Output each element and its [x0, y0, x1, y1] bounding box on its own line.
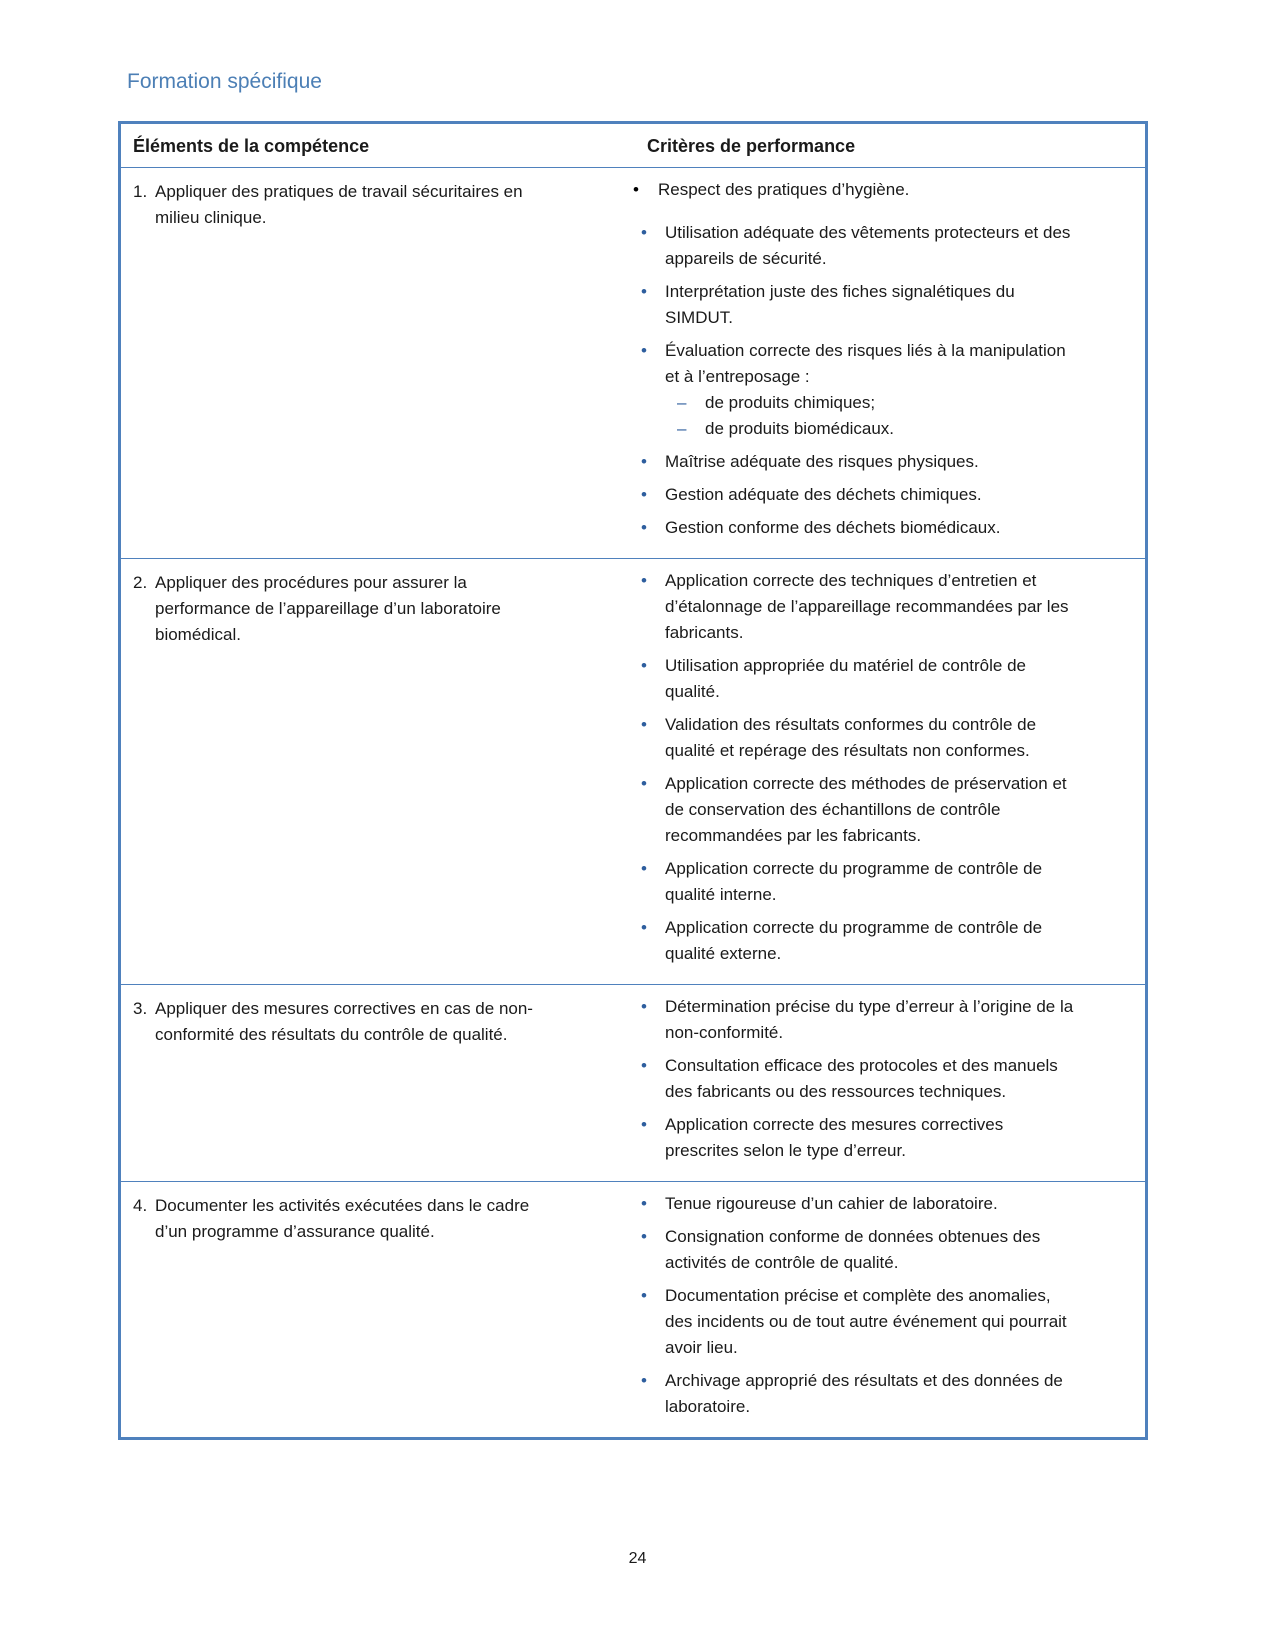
criteria-text: Validation des résultats conformes du contrôle de qualité et repérage des résultats non conformes.	[665, 715, 1037, 760]
element-number: 3.	[133, 999, 148, 1018]
competence-table	[118, 121, 1148, 1440]
element-text: Appliquer des procédures pour assurer la performance de l’appareillage d’un laboratoire biomédical.	[155, 573, 501, 644]
criteria-item	[623, 1224, 1075, 1276]
bullet-icon: •	[641, 1371, 647, 1390]
table-row	[121, 984, 1145, 1181]
criteria-item	[623, 177, 1075, 203]
criteria-text: Évaluation correcte des risques liés à la manipulation et à l’entreposage :	[665, 341, 1066, 386]
criteria-text: Consignation conforme de données obtenues des activités de contrôle de qualité.	[665, 1227, 1041, 1272]
criteria-cell	[623, 559, 1145, 984]
bullet-icon: •	[641, 774, 647, 793]
criteria-cell	[623, 985, 1145, 1181]
bullet-icon: •	[641, 1286, 647, 1305]
table-header-row	[121, 124, 1145, 168]
criteria-item	[623, 279, 1075, 331]
criteria-text: Respect des pratiques d’hygiène.	[658, 180, 910, 199]
criteria-text: Documentation précise et complète des anomalies, des incidents ou de tout autre événement qui pourrait avoir lieu.	[665, 1286, 1067, 1357]
criteria-text: Utilisation adéquate des vêtements protecteurs et des appareils de sécurité.	[665, 223, 1071, 268]
bullet-icon: •	[641, 1056, 647, 1075]
column-header-elements: Éléments de la compétence	[133, 136, 370, 156]
criteria-item	[623, 220, 1075, 272]
criteria-item	[623, 856, 1075, 908]
element-cell	[121, 1182, 623, 1437]
element-text: Appliquer des mesures correctives en cas de non-conformité des résultats du contrôle de qualité.	[155, 999, 533, 1044]
criteria-subitem	[623, 416, 1075, 442]
bullet-icon: •	[641, 571, 647, 590]
bullet-icon: •	[641, 452, 647, 471]
criteria-text: Application correcte des mesures correctives prescrites selon le type d’erreur.	[665, 1115, 1004, 1160]
criteria-item	[623, 1112, 1075, 1164]
bullet-icon: •	[641, 656, 647, 675]
section-heading: Formation spécifique	[127, 70, 322, 93]
criteria-subitem	[623, 390, 1075, 416]
criteria-text: Détermination précise du type d’erreur à l’origine de la non-conformité.	[665, 997, 1074, 1042]
bullet-icon: •	[641, 1194, 647, 1213]
criteria-text: Interprétation juste des fiches signalétiques du SIMDUT.	[665, 282, 1015, 327]
bullet-icon: •	[641, 859, 647, 878]
element-cell	[121, 559, 623, 984]
criteria-item	[623, 1053, 1075, 1105]
bullet-icon: •	[641, 997, 647, 1016]
bullet-icon: •	[641, 518, 647, 537]
criteria-text: Application correcte des méthodes de préservation et de conservation des échantillons de contrôle recommandées par les fabricants.	[665, 774, 1067, 845]
criteria-item	[623, 515, 1075, 541]
criteria-text: Consultation efficace des protocoles et des manuels des fabricants ou des ressources techniques.	[665, 1056, 1058, 1101]
criteria-item	[623, 712, 1075, 764]
element-number: 2.	[133, 573, 148, 592]
bullet-icon: •	[641, 1115, 647, 1134]
bullet-icon: •	[641, 715, 647, 734]
bullet-icon: •	[641, 485, 647, 504]
element-text: Documenter les activités exécutées dans le cadre d’un programme d’assurance qualité.	[155, 1196, 530, 1241]
criteria-item	[623, 1368, 1075, 1420]
bullet-icon: •	[641, 223, 647, 242]
criteria-text: Gestion adéquate des déchets chimiques.	[665, 485, 982, 504]
column-header-criteria: Critères de performance	[647, 136, 856, 156]
page-number: 24	[628, 1550, 647, 1567]
bullet-icon: •	[641, 1227, 647, 1246]
criteria-text: Tenue rigoureuse d’un cahier de laboratoire.	[665, 1194, 998, 1213]
table-row	[121, 558, 1145, 984]
bullet-icon: •	[641, 918, 647, 937]
element-text: Appliquer des pratiques de travail sécuritaires en milieu clinique.	[155, 182, 523, 227]
bullet-icon: •	[633, 180, 639, 199]
criteria-text: Application correcte du programme de contrôle de qualité externe.	[665, 918, 1043, 963]
criteria-item	[623, 915, 1075, 967]
criteria-text: Archivage approprié des résultats et des données de laboratoire.	[665, 1371, 1063, 1416]
criteria-text: Maîtrise adéquate des risques physiques.	[665, 452, 979, 471]
table-body	[121, 168, 1145, 1437]
element-cell	[121, 168, 623, 558]
criteria-item	[623, 1191, 1075, 1217]
dash-icon: –	[677, 393, 687, 412]
element-number: 1.	[133, 182, 148, 201]
criteria-item	[623, 568, 1075, 646]
criteria-cell	[623, 168, 1145, 558]
criteria-text: Application correcte du programme de contrôle de qualité interne.	[665, 859, 1043, 904]
element-cell	[121, 985, 623, 1181]
dash-icon: –	[677, 419, 687, 438]
criteria-text: Gestion conforme des déchets biomédicaux.	[665, 518, 1001, 537]
criteria-item	[623, 994, 1075, 1046]
criteria-item	[623, 338, 1075, 442]
bullet-icon: •	[641, 341, 647, 360]
bullet-icon: •	[641, 282, 647, 301]
criteria-cell	[623, 1182, 1145, 1437]
table-row	[121, 168, 1145, 558]
criteria-text: Application correcte des techniques d’entretien et d’étalonnage de l’appareillage recommandées par les fabricants.	[665, 571, 1069, 642]
criteria-item	[623, 771, 1075, 849]
criteria-item	[623, 1283, 1075, 1361]
criteria-text: Utilisation appropriée du matériel de contrôle de qualité.	[665, 656, 1026, 701]
criteria-item	[623, 653, 1075, 705]
element-number: 4.	[133, 1196, 148, 1215]
table-row	[121, 1181, 1145, 1437]
criteria-item	[623, 449, 1075, 475]
criteria-subitem-text: de produits chimiques;	[705, 393, 876, 412]
criteria-subitem-text: de produits biomédicaux.	[705, 419, 895, 438]
criteria-item	[623, 482, 1075, 508]
